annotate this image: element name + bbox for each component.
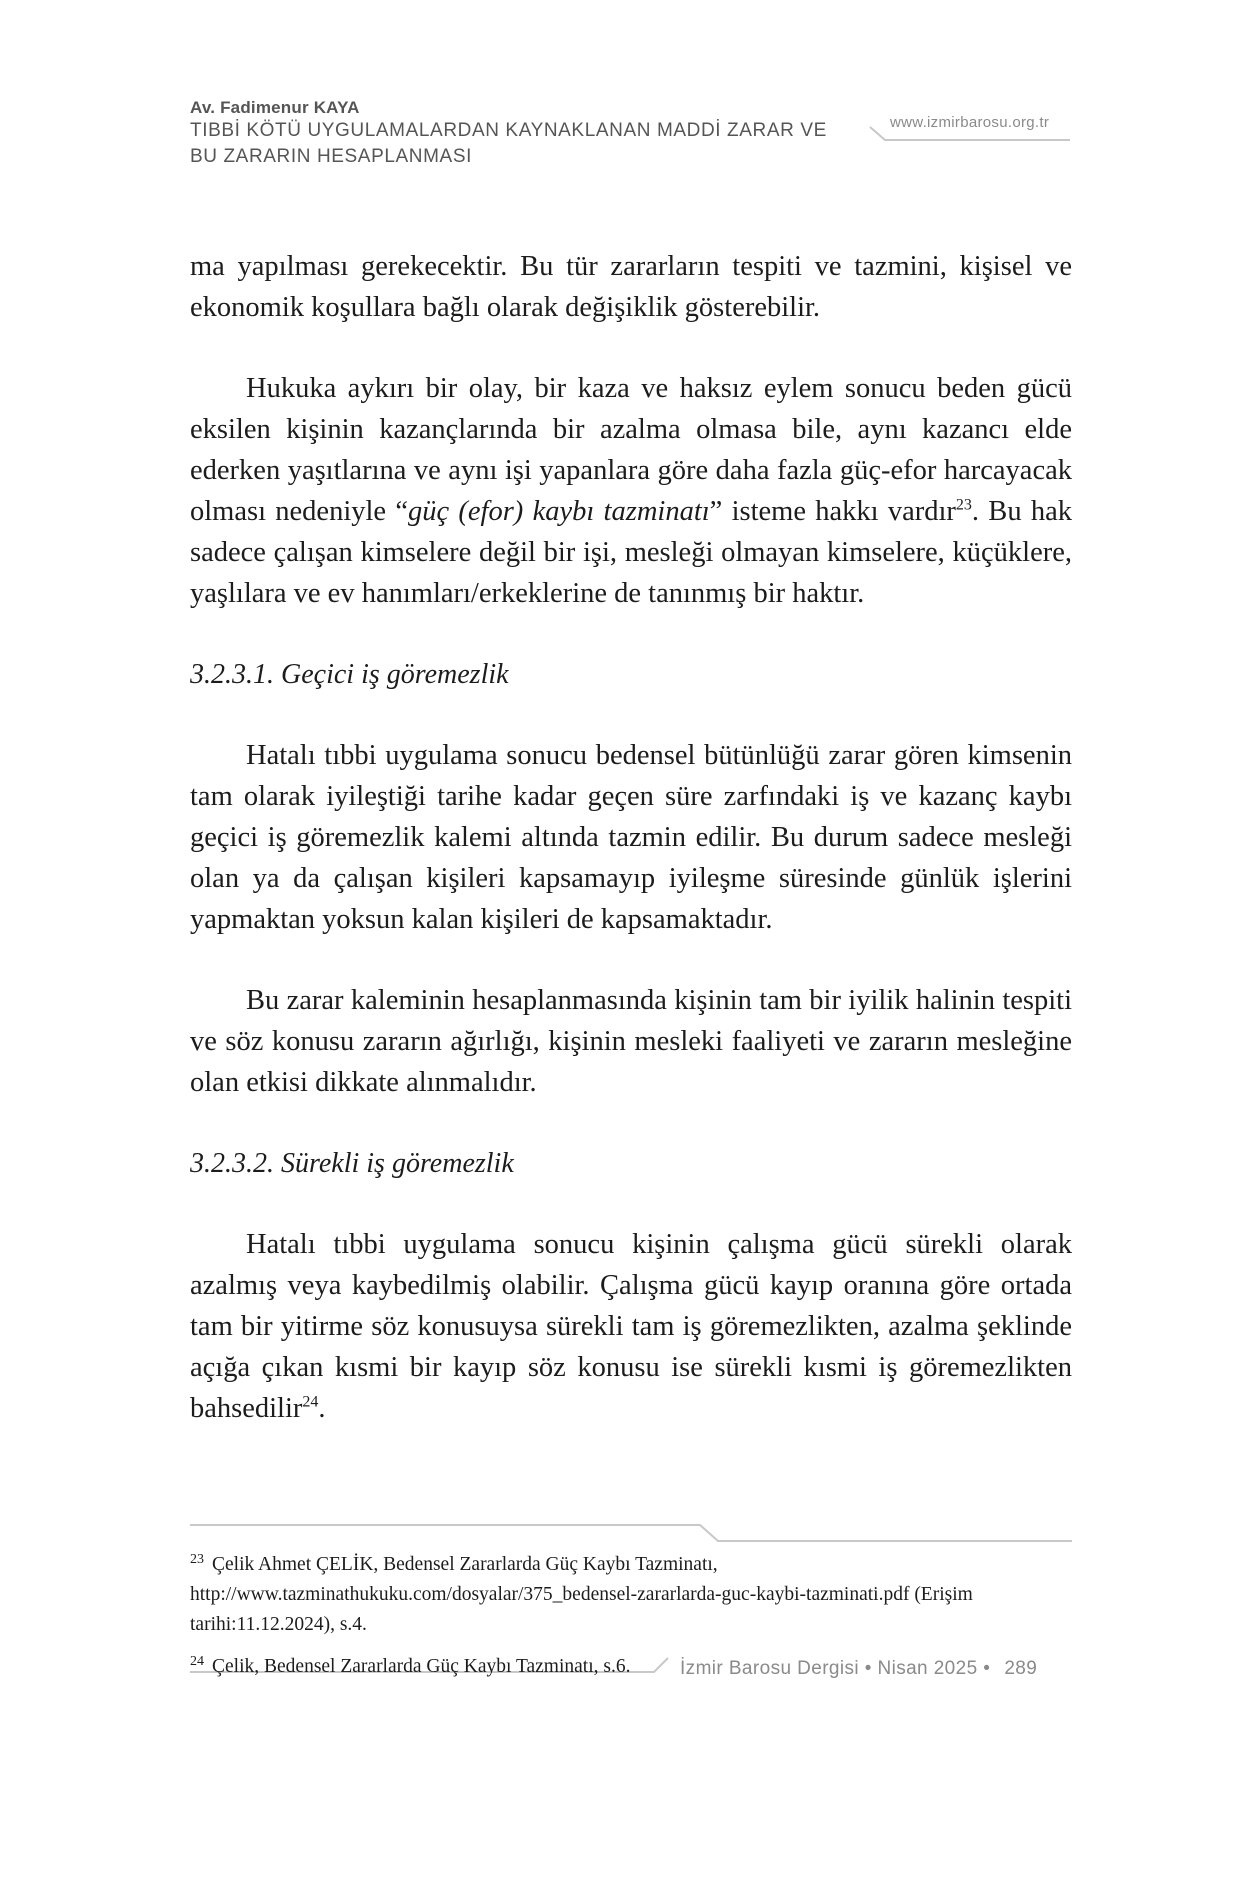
author-name: Av. Fadimenur KAYA xyxy=(190,98,360,117)
footnote-number: 23 xyxy=(190,1551,204,1567)
footnote-23 xyxy=(190,1550,1072,1640)
section-heading-permanent-incapacity: 3.2.3.2. Sürekli iş göremezlik xyxy=(190,1148,514,1179)
page-number: 289 xyxy=(1004,1658,1038,1679)
paragraph-2-text-c: . Bu hak sadece çalışan kimselere değil bir işi, mesleği olmayan kimselere, küçüklere, yaşlılara ve ev hanımları/erkeklerine de tanınmış bir haktır. xyxy=(190,496,1072,609)
footnote-ref-24[interactable]: 24 xyxy=(302,1393,319,1411)
footnote-text: Çelik Ahmet ÇELİK, Bedensel Zararlarda Güç Kaybı Tazminatı, http://www.tazminathukuku.com/dosyalar/375_bedensel-zararlarda-guc-kaybi-tazminati.pdf (Erişim tarihi:11.12.2024), s.4. xyxy=(190,1554,973,1635)
footnote-ref-23[interactable]: 23 xyxy=(955,496,972,514)
paragraph-2-text-b: ” isteme hakkı vardır xyxy=(709,496,956,527)
journal-name: İzmir Barosu Dergisi • Nisan 2025 • xyxy=(680,1658,991,1679)
footnote-separator-rule xyxy=(190,1525,1072,1541)
running-header xyxy=(190,98,1070,170)
paragraph-5 xyxy=(190,1224,1072,1429)
paragraph-5-text-b: . xyxy=(318,1393,326,1424)
article-title-line-1: TIBBİ KÖTÜ UYGULAMALARDAN KAYNAKLANAN MADDİ ZARAR VE xyxy=(190,120,827,141)
paragraph-3: Hatalı tıbbi uygulama sonucu bedensel bütünlüğü zarar gören kimsenin tam olarak iyileştiği tarihe kadar geçen süre zarfındaki iş ve kazanç kaybı geçici iş göremezlik kalemi altında tazmin edilir. Bu durum sadece mesleği olan ya da çalışan kişileri kapsamayıp iyileşme süresinde günlük işlerini yapmaktan yoksun kalan kişileri de kapsamaktadır. xyxy=(190,740,1072,935)
article-body xyxy=(190,246,1072,1469)
section-heading-temporary-incapacity: 3.2.3.1. Geçici iş göremezlik xyxy=(190,659,509,690)
paragraph-5-text-a: Hatalı tıbbi uygulama sonucu kişinin çalışma gücü sürekli olarak azalmış veya kaybedilmiş olabilir. Çalışma gücü kayıp oranına göre ortada tam bir yitirme söz konusuysa sürekli tam iş göremezlikten, azalma şeklinde açığa çıkan kısmi bir kayıp söz konusu ise sürekli kısmi iş göremezlikten bahsedilir xyxy=(190,1229,1072,1424)
paragraph-2-emphasis: güç (efor) kaybı tazminatı xyxy=(407,496,710,527)
paragraph-2-text-a: Hukuka aykırı bir olay, bir kaza ve haksız eylem sonucu beden gücü eksilen kişinin kazançlarında bir azalma olmasa bile, aynı kazancı elde ederken yaşıtlarına ve aynı işi yapanlara göre daha fazla güç-efor harcayacak olması nedeniyle “ xyxy=(190,373,1072,527)
paragraph-2 xyxy=(190,368,1072,614)
paragraph-4: Bu zarar kaleminin hesaplanmasında kişinin tam bir iyilik halinin tespiti ve söz konusu zararın ağırlığı, kişinin mesleki faaliyeti ve zararın mesleğine olan etkisi dikkate alınmalıdır. xyxy=(190,985,1072,1098)
footnote-number: 24 xyxy=(190,1653,204,1669)
paragraph-1: ma yapılması gerekecektir. Bu tür zararların tespiti ve tazmini, kişisel ve ekonomik koşullara bağlı olarak değişiklik gösterebilir. xyxy=(190,251,1072,323)
article-title-line-2: BU ZARARIN HESAPLANMASI xyxy=(190,146,472,167)
running-footer xyxy=(680,1658,1072,1680)
website-url[interactable]: www.izmirbarosu.org.tr xyxy=(890,114,1050,131)
footnote-text: Çelik, Bedensel Zararlarda Güç Kaybı Tazminatı, s.6. xyxy=(212,1656,631,1677)
